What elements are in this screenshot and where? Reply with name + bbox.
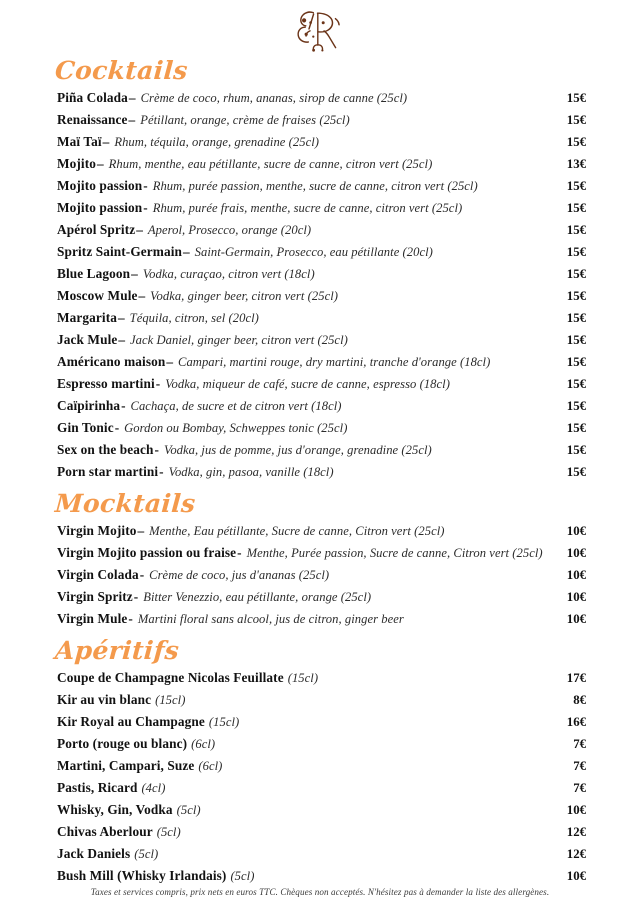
item-separator: – bbox=[136, 222, 143, 237]
menu-item bbox=[57, 586, 588, 608]
item-name: Margarita bbox=[57, 310, 117, 325]
menu-item bbox=[57, 755, 588, 777]
item-price: 10€ bbox=[566, 869, 586, 883]
item-price: 15€ bbox=[566, 113, 586, 127]
item-description: Rhum, téquila, orange, grenadine (25cl) bbox=[114, 135, 320, 149]
item-name: Virgin Mule bbox=[57, 611, 128, 626]
item-description: Menthe, Purée passion, Sucre de canne, Citron vert (25cl) bbox=[246, 546, 543, 560]
item-name: Renaissance bbox=[57, 112, 128, 127]
item-price: 15€ bbox=[566, 465, 586, 479]
item-separator: – bbox=[137, 523, 145, 538]
item-price: 7€ bbox=[573, 759, 586, 773]
item-separator: – bbox=[97, 156, 104, 171]
menu-item bbox=[57, 439, 588, 461]
menu-item bbox=[57, 175, 588, 197]
item-description: Crème de coco, rhum, ananas, sirop de canne (25cl) bbox=[140, 91, 408, 105]
menu-item bbox=[57, 542, 588, 564]
item-description: (15cl) bbox=[155, 693, 186, 707]
section-aperitifs bbox=[52, 636, 588, 887]
item-name: Chivas Aberlour bbox=[57, 824, 153, 839]
item-separator: - bbox=[133, 589, 139, 604]
item-price: 15€ bbox=[566, 443, 586, 457]
section-heading-cocktails: Cocktails bbox=[54, 56, 189, 85]
item-separator: – bbox=[183, 244, 190, 259]
menu-item bbox=[57, 373, 588, 395]
menu-item bbox=[57, 821, 588, 843]
section-heading-mocktails: Mocktails bbox=[54, 489, 197, 518]
item-price: 15€ bbox=[566, 91, 586, 105]
item-description: Vodka, jus de pomme, jus d'orange, grenadine (25cl) bbox=[163, 443, 432, 457]
item-name: Maï Taï bbox=[57, 134, 102, 149]
item-description: Vodka, ginger beer, citron vert (25cl) bbox=[150, 289, 338, 303]
item-description: (6cl) bbox=[198, 759, 223, 773]
item-price: 15€ bbox=[566, 245, 586, 259]
item-price: 15€ bbox=[566, 311, 586, 325]
item-separator: – bbox=[138, 288, 146, 303]
menu-item bbox=[57, 395, 588, 417]
logo-container bbox=[0, 0, 640, 56]
item-name: Virgin Mojito bbox=[57, 523, 137, 538]
item-price: 10€ bbox=[566, 590, 586, 604]
item-name: Virgin Mojito passion ou fraise bbox=[57, 545, 237, 560]
cocktails-item-list bbox=[52, 87, 588, 483]
item-price: 12€ bbox=[566, 847, 586, 861]
item-description: Vodka, miqueur de café, sucre de canne, espresso (18cl) bbox=[165, 377, 450, 391]
item-separator: – bbox=[166, 354, 173, 369]
item-description: Saint-Germain, Prosecco, eau pétillante (20cl) bbox=[194, 245, 433, 259]
item-price: 15€ bbox=[566, 201, 586, 215]
item-separator: - bbox=[143, 178, 148, 193]
item-separator: – bbox=[128, 112, 136, 127]
item-name: Bush Mill (Whisky Irlandais) bbox=[57, 868, 227, 883]
item-price: 15€ bbox=[566, 267, 586, 281]
item-separator: - bbox=[128, 611, 133, 626]
item-description: Bitter Venezzio, eau pétillante, orange (25cl) bbox=[143, 590, 372, 604]
item-name: Espresso martini bbox=[57, 376, 155, 391]
item-price: 10€ bbox=[566, 546, 586, 560]
item-name: Moscow Mule bbox=[57, 288, 138, 303]
item-price: 15€ bbox=[566, 289, 586, 303]
item-price: 12€ bbox=[566, 825, 586, 839]
item-description: Rhum, purée frais, menthe, sucre de canne, citron vert (25cl) bbox=[152, 201, 463, 215]
item-separator: – bbox=[117, 310, 125, 325]
footer-note: Taxes et services compris, prix nets en euros TTC. Chèques non acceptés. N'hésitez pas à demander la liste des allergènes. bbox=[90, 887, 550, 897]
item-price: 15€ bbox=[566, 135, 586, 149]
menu-item bbox=[57, 307, 588, 329]
menu-item bbox=[57, 87, 588, 109]
menu-item bbox=[57, 417, 588, 439]
item-price: 13€ bbox=[566, 157, 586, 171]
item-separator: - bbox=[143, 200, 148, 215]
item-description: Martini floral sans alcool, jus de citron, ginger beer bbox=[137, 612, 404, 626]
item-description: Aperol, Prosecco, orange (20cl) bbox=[147, 223, 312, 237]
item-description: Pétillant, orange, crème de fraises (25cl) bbox=[140, 113, 350, 127]
item-description: (5cl) bbox=[156, 825, 181, 839]
item-name: Mojito passion bbox=[57, 178, 143, 193]
menu-item bbox=[57, 667, 588, 689]
item-separator: – bbox=[128, 90, 136, 105]
item-name: Kir au vin blanc bbox=[57, 692, 152, 707]
item-separator: - bbox=[114, 420, 120, 435]
item-name: Gin Tonic bbox=[57, 420, 114, 435]
item-name: Virgin Spritz bbox=[57, 589, 133, 604]
item-name: Caïpirinha bbox=[57, 398, 121, 413]
item-name: Mojito passion bbox=[57, 200, 143, 215]
item-name: Spritz Saint-Germain bbox=[57, 244, 182, 259]
item-price: 17€ bbox=[566, 671, 586, 685]
item-description: Cachaça, de sucre et de citron vert (18cl) bbox=[130, 399, 342, 413]
item-name: Virgin Colada bbox=[57, 567, 139, 582]
item-name: Porn star martini bbox=[57, 464, 159, 479]
item-description: Menthe, Eau pétillante, Sucre de canne, Citron vert (25cl) bbox=[149, 524, 445, 538]
menu-sections bbox=[0, 56, 640, 887]
menu-item bbox=[57, 197, 588, 219]
item-separator: - bbox=[237, 545, 242, 560]
menu-item bbox=[57, 608, 588, 630]
menu-item bbox=[57, 564, 588, 586]
menu-item bbox=[57, 351, 588, 373]
ornate-letter-r-monogram-icon bbox=[289, 6, 351, 56]
item-separator: – bbox=[102, 134, 110, 149]
menu-item bbox=[57, 777, 588, 799]
item-separator: - bbox=[154, 442, 159, 457]
item-price: 15€ bbox=[566, 421, 586, 435]
item-description: (5cl) bbox=[230, 869, 255, 883]
item-price: 10€ bbox=[566, 524, 586, 538]
menu-item bbox=[57, 733, 588, 755]
item-name: Jack Mule bbox=[57, 332, 118, 347]
item-description: Jack Daniel, ginger beer, citron vert (25cl) bbox=[130, 333, 348, 347]
item-description: Rhum, purée passion, menthe, sucre de canne, citron vert (25cl) bbox=[152, 179, 478, 193]
item-separator: - bbox=[139, 567, 145, 582]
item-name: Piña Colada bbox=[57, 90, 128, 105]
item-price: 10€ bbox=[566, 568, 586, 582]
item-description: Crème de coco, jus d'ananas (25cl) bbox=[149, 568, 330, 582]
menu-item bbox=[57, 263, 588, 285]
item-price: 10€ bbox=[566, 803, 586, 817]
menu-item bbox=[57, 689, 588, 711]
item-price: 7€ bbox=[573, 781, 586, 795]
menu-item bbox=[57, 109, 588, 131]
item-description: (5cl) bbox=[134, 847, 159, 861]
menu-item bbox=[57, 711, 588, 733]
item-description: (6cl) bbox=[191, 737, 216, 751]
section-cocktails bbox=[52, 56, 588, 483]
item-name: Américano maison bbox=[57, 354, 166, 369]
item-separator: – bbox=[118, 332, 126, 347]
item-description: (15cl) bbox=[208, 715, 240, 729]
item-separator: - bbox=[121, 398, 126, 413]
item-name: Porto (rouge ou blanc) bbox=[57, 736, 188, 751]
item-name: Mojito bbox=[57, 156, 96, 171]
menu-item bbox=[57, 799, 588, 821]
menu-item bbox=[57, 131, 588, 153]
item-name: Blue Lagoon bbox=[57, 266, 131, 281]
item-name: Sex on the beach bbox=[57, 442, 154, 457]
menu-item bbox=[57, 219, 588, 241]
item-description: Campari, martini rouge, dry martini, tranche d'orange (18cl) bbox=[178, 355, 491, 369]
item-name: Jack Daniels bbox=[57, 846, 131, 861]
item-name: Apérol Spritz bbox=[57, 222, 136, 237]
item-price: 15€ bbox=[566, 333, 586, 347]
item-description: Vodka, gin, pasoa, vanille (18cl) bbox=[168, 465, 334, 479]
item-price: 16€ bbox=[566, 715, 586, 729]
menu-item bbox=[57, 241, 588, 263]
aperitifs-item-list bbox=[52, 667, 588, 887]
item-description: Rhum, menthe, eau pétillante, sucre de canne, citron vert (25cl) bbox=[108, 157, 433, 171]
item-description: (15cl) bbox=[287, 671, 319, 685]
item-description: Téquila, citron, sel (20cl) bbox=[129, 311, 259, 325]
item-description: (4cl) bbox=[141, 781, 166, 795]
menu-item bbox=[57, 865, 588, 887]
section-heading-aperitifs: Apéritifs bbox=[54, 636, 181, 665]
menu-item bbox=[57, 520, 588, 542]
menu-item bbox=[57, 329, 588, 351]
item-name: Coupe de Champagne Nicolas Feuillate bbox=[57, 670, 284, 685]
item-price: 15€ bbox=[566, 377, 586, 391]
item-price: 7€ bbox=[573, 737, 586, 751]
item-name: Martini, Campari, Suze bbox=[57, 758, 195, 773]
item-price: 10€ bbox=[566, 612, 586, 626]
item-name: Kir Royal au Champagne bbox=[57, 714, 205, 729]
menu-item bbox=[57, 461, 588, 483]
item-description: Vodka, curaçao, citron vert (18cl) bbox=[142, 267, 315, 281]
item-price: 15€ bbox=[566, 355, 586, 369]
item-description: (5cl) bbox=[176, 803, 201, 817]
item-name: Whisky, Gin, Vodka bbox=[57, 802, 173, 817]
item-separator: – bbox=[131, 266, 138, 281]
item-price: 15€ bbox=[566, 223, 586, 237]
item-price: 8€ bbox=[573, 693, 586, 707]
item-separator: - bbox=[155, 376, 161, 391]
menu-item bbox=[57, 843, 588, 865]
item-name: Pastis, Ricard bbox=[57, 780, 138, 795]
item-description: Gordon ou Bombay, Schweppes tonic (25cl) bbox=[124, 421, 348, 435]
item-price: 15€ bbox=[566, 399, 586, 413]
menu-item bbox=[57, 285, 588, 307]
item-price: 15€ bbox=[566, 179, 586, 193]
section-mocktails bbox=[52, 489, 588, 630]
item-separator: - bbox=[159, 464, 164, 479]
mocktails-item-list bbox=[52, 520, 588, 630]
menu-item bbox=[57, 153, 588, 175]
